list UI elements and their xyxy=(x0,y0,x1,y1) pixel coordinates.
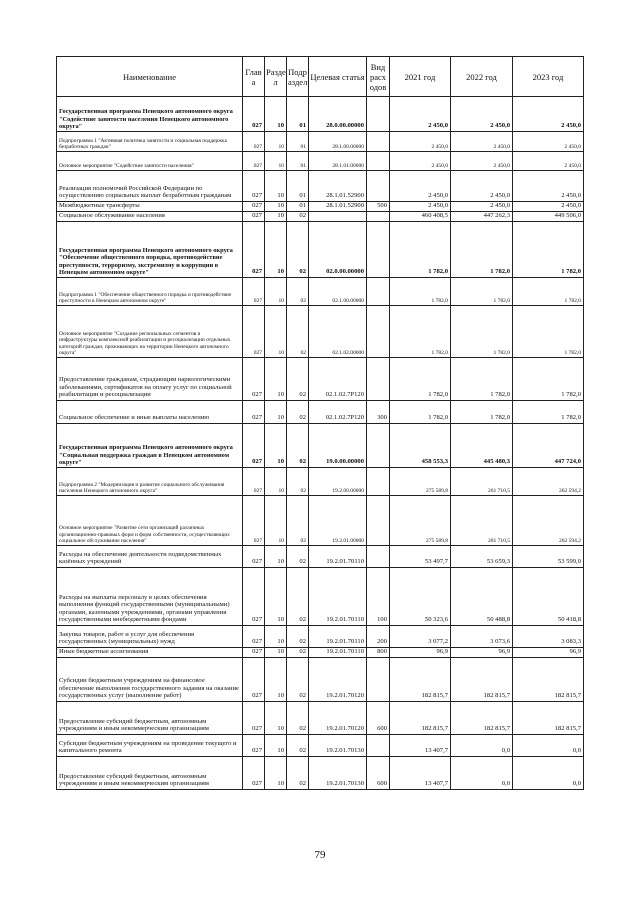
row-chapter: 027 xyxy=(243,152,265,171)
row-chapter: 027 xyxy=(243,546,265,568)
row-expense-type xyxy=(367,496,390,546)
row-value-2023: 1 782,0 xyxy=(513,306,584,358)
row-value-2021: 2 450,0 xyxy=(390,202,451,212)
row-expense-type xyxy=(367,735,390,757)
row-target-article: 28.1.01.52900 xyxy=(309,202,367,212)
table-header-row xyxy=(57,57,584,97)
row-target-article: 19.2.01.70110 xyxy=(309,648,367,658)
row-name: Иные бюджетные ассигнования xyxy=(57,648,243,658)
row-subsection: 02 xyxy=(287,306,309,358)
table-row xyxy=(57,152,584,171)
row-value-2023: 0,0 xyxy=(513,757,584,790)
row-expense-type xyxy=(367,358,390,401)
row-section: 10 xyxy=(265,97,287,132)
row-value-2023: 182 815,7 xyxy=(513,658,584,702)
row-expense-type xyxy=(367,424,390,468)
row-section: 10 xyxy=(265,546,287,568)
row-name: Социальное обеспечение и иные выплаты населению xyxy=(57,401,243,424)
col-header-name: Наименование xyxy=(57,57,243,97)
table-row xyxy=(57,468,584,496)
table-row xyxy=(57,212,584,222)
row-section: 10 xyxy=(265,132,287,152)
col-header-target-article: Целевая статья xyxy=(309,57,367,97)
row-section: 10 xyxy=(265,202,287,212)
row-name: Закупка товаров, работ и услуг для обеспечения государственных (муниципальных) нужд xyxy=(57,626,243,648)
row-expense-type xyxy=(367,171,390,202)
col-header-podrazdel: Подр аздел xyxy=(287,57,309,97)
table-row xyxy=(57,658,584,702)
row-subsection: 02 xyxy=(287,358,309,401)
row-chapter: 027 xyxy=(243,401,265,424)
row-target-article xyxy=(309,212,367,222)
row-subsection: 02 xyxy=(287,222,309,278)
row-value-2021: 1 782,0 xyxy=(390,401,451,424)
row-value-2023: 2 450,0 xyxy=(513,202,584,212)
row-section: 10 xyxy=(265,496,287,546)
row-section: 10 xyxy=(265,702,287,735)
row-chapter: 027 xyxy=(243,358,265,401)
row-section: 10 xyxy=(265,468,287,496)
row-value-2022: 0,0 xyxy=(451,735,513,757)
table-row xyxy=(57,132,584,152)
row-target-article: 28.1.01.00000 xyxy=(309,152,367,171)
row-subsection: 01 xyxy=(287,171,309,202)
row-expense-type xyxy=(367,278,390,306)
row-chapter: 027 xyxy=(243,626,265,648)
row-value-2021: 2 450,0 xyxy=(390,152,451,171)
row-value-2022: 182 815,7 xyxy=(451,658,513,702)
table-row xyxy=(57,735,584,757)
row-target-article: 19.0.00.00000 xyxy=(309,424,367,468)
row-value-2023: 1 782,0 xyxy=(513,278,584,306)
row-subsection: 01 xyxy=(287,202,309,212)
row-value-2021: 1 782,0 xyxy=(390,306,451,358)
row-section: 10 xyxy=(265,278,287,306)
row-chapter: 027 xyxy=(243,702,265,735)
row-value-2021: 50 323,6 xyxy=(390,568,451,626)
row-subsection: 02 xyxy=(287,212,309,222)
row-expense-type: 600 xyxy=(367,702,390,735)
row-subsection: 01 xyxy=(287,132,309,152)
row-section: 10 xyxy=(265,757,287,790)
row-subsection: 02 xyxy=(287,401,309,424)
row-value-2021: 13 407,7 xyxy=(390,757,451,790)
row-value-2022: 182 815,7 xyxy=(451,702,513,735)
row-name: Предоставление гражданам, страдающим наркологическими заболеваниями, сертификатов на оплату услуг по социальной реабилитации и ресоциализации xyxy=(57,358,243,401)
row-expense-type: 500 xyxy=(367,202,390,212)
row-value-2022: 445 480,3 xyxy=(451,424,513,468)
row-section: 10 xyxy=(265,306,287,358)
row-section: 10 xyxy=(265,222,287,278)
row-value-2022: 2 450,0 xyxy=(451,202,513,212)
row-value-2023: 2 450,0 xyxy=(513,152,584,171)
row-chapter: 027 xyxy=(243,222,265,278)
row-value-2021: 182 815,7 xyxy=(390,702,451,735)
row-section: 10 xyxy=(265,152,287,171)
row-value-2021: 53 497,7 xyxy=(390,546,451,568)
row-value-2022: 50 488,8 xyxy=(451,568,513,626)
row-value-2021: 2 450,0 xyxy=(390,132,451,152)
row-name: Подпрограмма 1 "Активная политика занятости и социальная поддержка безработных граждан" xyxy=(57,132,243,152)
row-value-2022: 3 073,6 xyxy=(451,626,513,648)
table-row xyxy=(57,546,584,568)
row-value-2023: 0,0 xyxy=(513,735,584,757)
row-name: Предоставление субсидий бюджетным, автономным учреждениям и иным некоммерческим организациям xyxy=(57,702,243,735)
row-name: Межбюджетные трансферты xyxy=(57,202,243,212)
row-value-2023: 2 450,0 xyxy=(513,132,584,152)
row-chapter: 027 xyxy=(243,132,265,152)
row-chapter: 027 xyxy=(243,171,265,202)
row-value-2023: 449 506,0 xyxy=(513,212,584,222)
table-row xyxy=(57,568,584,626)
col-header-2023: 2023 год xyxy=(513,57,584,97)
row-expense-type xyxy=(367,658,390,702)
row-value-2022: 261 710,5 xyxy=(451,496,513,546)
row-target-article: 19.2.00.00000 xyxy=(309,468,367,496)
row-section: 10 xyxy=(265,568,287,626)
row-target-article: 02.1.02.7Р120 xyxy=(309,358,367,401)
table-row xyxy=(57,401,584,424)
row-subsection: 02 xyxy=(287,496,309,546)
row-chapter: 027 xyxy=(243,468,265,496)
row-name: Подпрограмма 1 "Обеспечение общественного порядка и противодействие преступности в Ненецком автономном округе" xyxy=(57,278,243,306)
row-value-2023: 3 083,3 xyxy=(513,626,584,648)
row-subsection: 02 xyxy=(287,648,309,658)
row-name: Субсидии бюджетным учреждениям на проведение текущего и капитального ремонта xyxy=(57,735,243,757)
row-target-article: 02.0.00.00000 xyxy=(309,222,367,278)
row-value-2021: 458 553,3 xyxy=(390,424,451,468)
col-header-razdel: Разде л xyxy=(265,57,287,97)
row-value-2023: 50 418,8 xyxy=(513,568,584,626)
row-subsection: 02 xyxy=(287,546,309,568)
row-value-2022: 0,0 xyxy=(451,757,513,790)
row-expense-type xyxy=(367,468,390,496)
row-value-2022: 53 659,3 xyxy=(451,546,513,568)
row-target-article: 28.0.00.00000 xyxy=(309,97,367,132)
row-name: Расходы на выплаты персоналу в целях обеспечения выполнения функций государственными (муниципальными) органами, казенными учреждениями, органами управления государственными внебюджетными фондами xyxy=(57,568,243,626)
col-header-expense-type: Вид расх одов xyxy=(367,57,390,97)
row-value-2022: 96,9 xyxy=(451,648,513,658)
row-value-2023: 1 782,0 xyxy=(513,222,584,278)
row-chapter: 027 xyxy=(243,568,265,626)
row-target-article: 19.2.01.70120 xyxy=(309,702,367,735)
row-target-article: 19.2.01.70110 xyxy=(309,626,367,648)
col-header-glava: Глав а xyxy=(243,57,265,97)
row-value-2022: 1 782,0 xyxy=(451,358,513,401)
row-subsection: 02 xyxy=(287,568,309,626)
row-section: 10 xyxy=(265,212,287,222)
row-value-2023: 447 724,0 xyxy=(513,424,584,468)
row-expense-type: 200 xyxy=(367,626,390,648)
table-row xyxy=(57,702,584,735)
row-name: Государственная программа Ненецкого автономного округа "Социальная поддержка граждан в Ненецком автономном округе" xyxy=(57,424,243,468)
row-value-2021: 182 815,7 xyxy=(390,658,451,702)
row-expense-type xyxy=(367,132,390,152)
row-expense-type: 600 xyxy=(367,757,390,790)
table-row xyxy=(57,626,584,648)
row-subsection: 02 xyxy=(287,278,309,306)
row-expense-type xyxy=(367,222,390,278)
col-header-2022: 2022 год xyxy=(451,57,513,97)
row-name: Подпрограмма 2 "Модернизация и развитие социального обслуживания населения Ненецкого автономного округа" xyxy=(57,468,243,496)
row-name: Предоставление субсидий бюджетным, автономным учреждениям и иным некоммерческим организациям xyxy=(57,757,243,790)
row-value-2022: 1 782,0 xyxy=(451,278,513,306)
row-value-2022: 2 450,0 xyxy=(451,97,513,132)
row-value-2023: 53 599,0 xyxy=(513,546,584,568)
table-row xyxy=(57,278,584,306)
row-name: Государственная программа Ненецкого автономного округа "Обеспечение общественного порядка, противодействие преступности, терроризму, экстремизму и коррупции в Ненецком автономном округе" xyxy=(57,222,243,278)
row-target-article: 28.1.01.52900 xyxy=(309,171,367,202)
row-value-2021: 1 782,0 xyxy=(390,222,451,278)
row-value-2021: 96,9 xyxy=(390,648,451,658)
row-chapter: 027 xyxy=(243,496,265,546)
row-target-article: 02.1.02.00000 xyxy=(309,306,367,358)
row-value-2022: 2 450,0 xyxy=(451,171,513,202)
row-expense-type xyxy=(367,546,390,568)
budget-table xyxy=(56,56,584,790)
row-value-2022: 1 782,0 xyxy=(451,401,513,424)
row-expense-type: 300 xyxy=(367,401,390,424)
row-target-article: 19.2.01.70130 xyxy=(309,735,367,757)
table-row xyxy=(57,202,584,212)
row-section: 10 xyxy=(265,626,287,648)
row-expense-type: 100 xyxy=(367,568,390,626)
row-target-article: 19.2.01.00000 xyxy=(309,496,367,546)
row-chapter: 027 xyxy=(243,97,265,132)
row-value-2021: 1 782,0 xyxy=(390,278,451,306)
row-expense-type xyxy=(367,306,390,358)
row-value-2021: 2 450,0 xyxy=(390,171,451,202)
row-name: Реализация полномочий Российской Федерации по осуществлению социальных выплат безработным гражданам xyxy=(57,171,243,202)
row-expense-type: 800 xyxy=(367,648,390,658)
col-header-2021: 2021 год xyxy=(390,57,451,97)
row-target-article: 02.1.02.7Р120 xyxy=(309,401,367,424)
row-section: 10 xyxy=(265,424,287,468)
row-value-2022: 447 262,3 xyxy=(451,212,513,222)
row-chapter: 027 xyxy=(243,212,265,222)
row-chapter: 027 xyxy=(243,424,265,468)
row-subsection: 02 xyxy=(287,757,309,790)
table-row xyxy=(57,97,584,132)
row-target-article: 28.1.00.00000 xyxy=(309,132,367,152)
row-name: Расходы на обеспечение деятельности подведомственных казённых учреждений xyxy=(57,546,243,568)
row-chapter: 027 xyxy=(243,202,265,212)
row-value-2021: 3 077,2 xyxy=(390,626,451,648)
row-target-article: 19.2.01.70120 xyxy=(309,658,367,702)
row-value-2022: 1 782,0 xyxy=(451,222,513,278)
row-chapter: 027 xyxy=(243,757,265,790)
row-section: 10 xyxy=(265,658,287,702)
table-row xyxy=(57,358,584,401)
row-subsection: 02 xyxy=(287,702,309,735)
row-name: Социальное обслуживание населения xyxy=(57,212,243,222)
row-name: Государственная программа Ненецкого автономного округа "Содействие занятости населения Ненецкого автономного округа" xyxy=(57,97,243,132)
table-row xyxy=(57,648,584,658)
row-section: 10 xyxy=(265,171,287,202)
row-value-2022: 261 710,5 xyxy=(451,468,513,496)
row-value-2021: 1 782,0 xyxy=(390,358,451,401)
row-value-2022: 2 450,0 xyxy=(451,132,513,152)
row-chapter: 027 xyxy=(243,648,265,658)
row-chapter: 027 xyxy=(243,658,265,702)
table-row xyxy=(57,424,584,468)
row-value-2021: 13 407,7 xyxy=(390,735,451,757)
row-subsection: 01 xyxy=(287,152,309,171)
row-value-2023: 1 782,0 xyxy=(513,401,584,424)
row-expense-type xyxy=(367,152,390,171)
row-value-2022: 1 782,0 xyxy=(451,306,513,358)
row-value-2022: 2 450,0 xyxy=(451,152,513,171)
row-subsection: 02 xyxy=(287,658,309,702)
row-subsection: 02 xyxy=(287,424,309,468)
row-value-2021: 460 408,5 xyxy=(390,212,451,222)
row-subsection: 02 xyxy=(287,735,309,757)
table-row xyxy=(57,757,584,790)
row-subsection: 02 xyxy=(287,626,309,648)
row-value-2023: 2 450,0 xyxy=(513,171,584,202)
row-target-article: 19.2.01.70110 xyxy=(309,568,367,626)
row-value-2023: 2 450,0 xyxy=(513,97,584,132)
row-section: 10 xyxy=(265,401,287,424)
row-value-2023: 96,9 xyxy=(513,648,584,658)
row-chapter: 027 xyxy=(243,735,265,757)
row-section: 10 xyxy=(265,358,287,401)
row-name: Основное мероприятие "Создание региональных сегментов и инфраструктуры комплексной реабилитации и ресоциализации отдельных категорий граждан, проживающих на территории Ненецкого автономного округа" xyxy=(57,306,243,358)
row-value-2023: 262 594,2 xyxy=(513,468,584,496)
table-row xyxy=(57,306,584,358)
row-name: Основное мероприятие "Содействие занятости населения" xyxy=(57,152,243,171)
row-section: 10 xyxy=(265,735,287,757)
row-target-article: 02.1.00.00000 xyxy=(309,278,367,306)
row-chapter: 027 xyxy=(243,278,265,306)
row-expense-type xyxy=(367,212,390,222)
row-chapter: 027 xyxy=(243,306,265,358)
row-value-2023: 182 815,7 xyxy=(513,702,584,735)
row-target-article: 19.2.01.70110 xyxy=(309,546,367,568)
row-name: Субсидии бюджетным учреждениям на финансовое обеспечение выполнения государственного задания на оказание государственных услуг (выполнение работ) xyxy=(57,658,243,702)
table-row xyxy=(57,496,584,546)
page-number: 79 xyxy=(314,849,326,861)
row-value-2021: 275 589,8 xyxy=(390,468,451,496)
row-value-2021: 2 450,0 xyxy=(390,97,451,132)
row-section: 10 xyxy=(265,648,287,658)
row-subsection: 02 xyxy=(287,468,309,496)
row-name: Основное мероприятие "Развитие сети организаций различных организационно-правовых форм и форм собственности, осуществляющих социальное обслуживание населения" xyxy=(57,496,243,546)
table-row xyxy=(57,222,584,278)
row-expense-type xyxy=(367,97,390,132)
table-row xyxy=(57,171,584,202)
row-value-2023: 1 782,0 xyxy=(513,358,584,401)
row-subsection: 01 xyxy=(287,97,309,132)
row-target-article: 19.2.01.70130 xyxy=(309,757,367,790)
row-value-2023: 262 594,2 xyxy=(513,496,584,546)
row-value-2021: 275 589,8 xyxy=(390,496,451,546)
